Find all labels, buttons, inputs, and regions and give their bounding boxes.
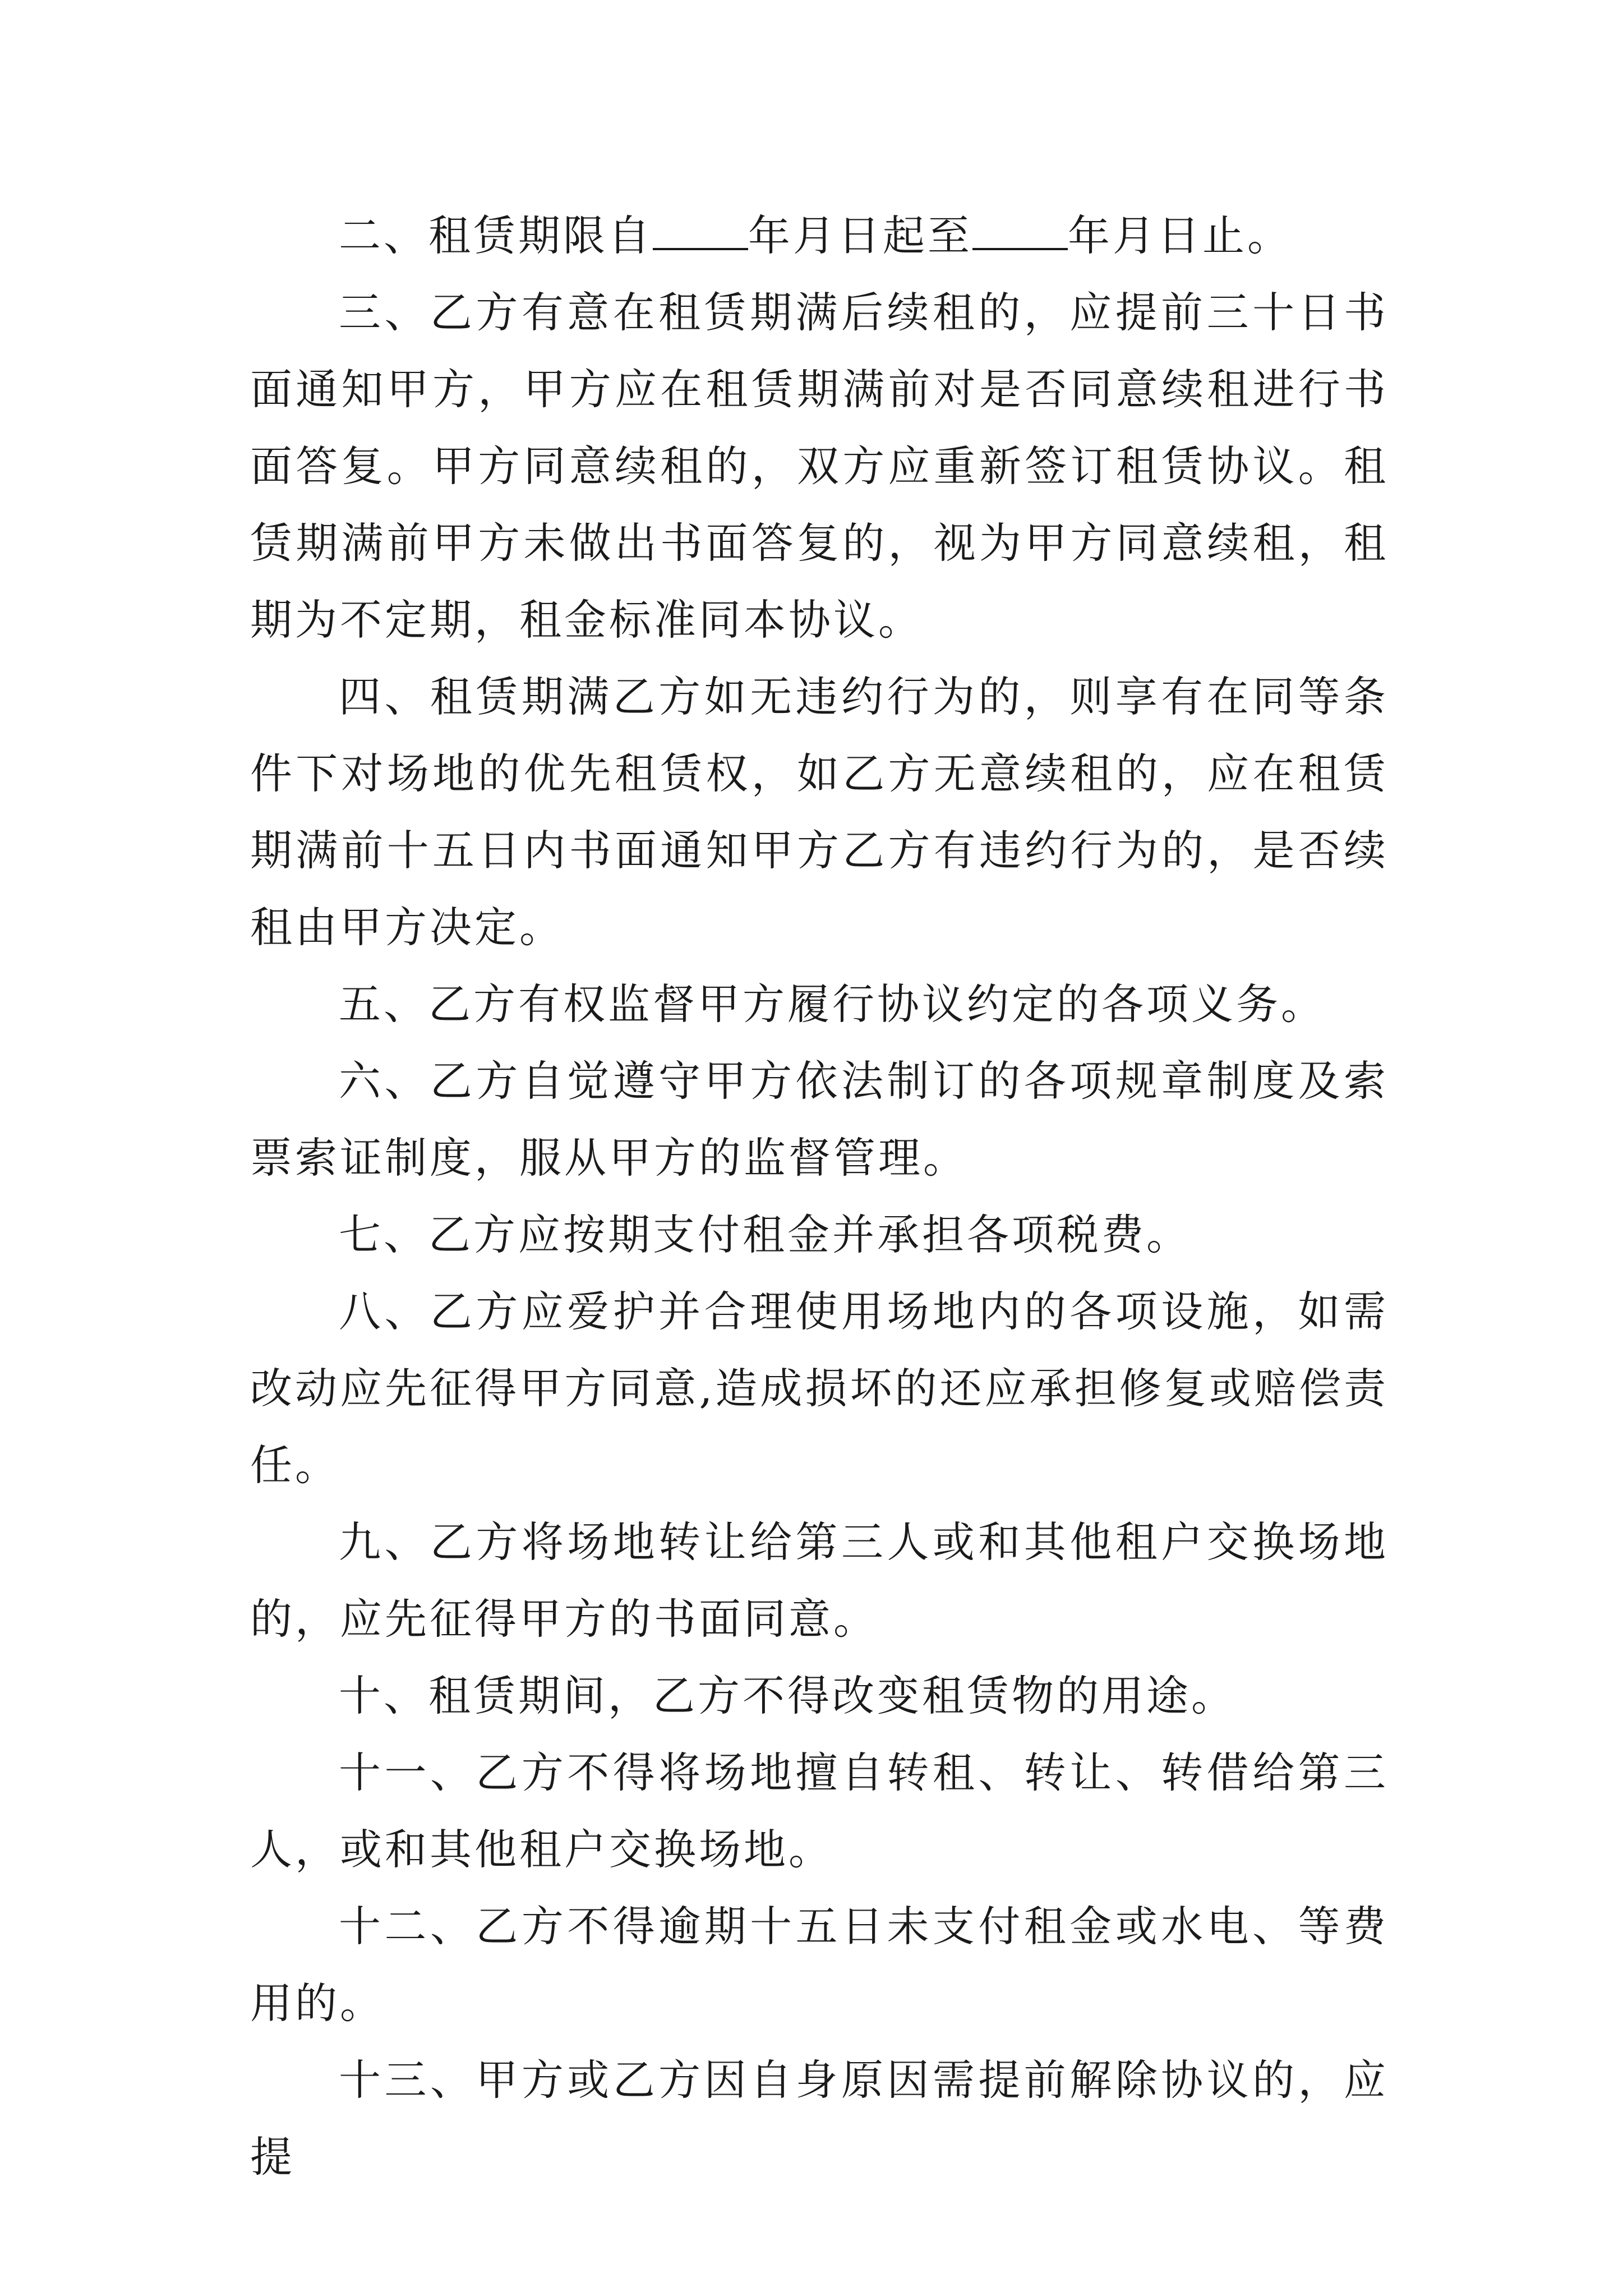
clause-8-facilities: 八、乙方应爱护并合理使用场地内的各项设施，如需改动应先征得甲方同意,造成损坏的还应承担修复或赔偿责任。 bbox=[250, 1287, 1389, 1490]
clause-3-renewal: 三、乙方有意在租赁期满后续租的，应提前三十日书面通知甲方，甲方应在租赁期满前对是否同意续租进行书面答复。甲方同意续租的，双方应重新签订租赁协议。租赁期满前甲方未做出书面答复的，视为甲方同意续租，租期为不定期，租金标准同本协议。 bbox=[250, 288, 1389, 645]
clause-13-termination: 十三、甲方或乙方因自身原因需提前解除协议的，应提 bbox=[250, 2055, 1389, 2182]
end-year-blank[interactable] bbox=[972, 223, 1068, 250]
clause-12-overdue: 十二、乙方不得逾期十五日未支付租金或水电、等费用的。 bbox=[250, 1902, 1389, 2028]
clause-11-sublease: 十一、乙方不得将场地擅自转租、转让、转借给第三人，或和其他租户交换场地。 bbox=[250, 1748, 1389, 1874]
clause-5-supervision: 五、乙方有权监督甲方履行协议约定的各项义务。 bbox=[339, 979, 1326, 1029]
clause-2-lease-term bbox=[250, 197, 1389, 274]
clause-2-text-start: 二、租赁期限自 bbox=[339, 211, 653, 260]
clause-2-text-middle: 年月日起至 bbox=[748, 211, 973, 260]
clause-10-usage: 十、租赁期间，乙方不得改变租赁物的用途。 bbox=[339, 1671, 1237, 1720]
clause-7-rent-payment: 七、乙方应按期支付租金并承担各项税费。 bbox=[339, 1210, 1192, 1259]
clause-2-text-end: 年月日止。 bbox=[1068, 211, 1293, 260]
clause-4-priority-lease: 四、租赁期满乙方如无违约行为的，则享有在同等条件下对场地的优先租赁权，如乙方无意续租的，应在租赁期满前十五日内书面通知甲方乙方有违约行为的，是否续租由甲方决定。 bbox=[250, 672, 1389, 952]
start-year-blank[interactable] bbox=[653, 223, 748, 250]
document-body bbox=[250, 197, 1389, 2196]
clause-6-rules: 六、乙方自觉遵守甲方依法制订的各项规章制度及索票索证制度，服从甲方的监督管理。 bbox=[250, 1056, 1389, 1182]
clause-9-transfer: 九、乙方将场地转让给第三人或和其他租户交换场地的，应先征得甲方的书面同意。 bbox=[250, 1517, 1389, 1644]
